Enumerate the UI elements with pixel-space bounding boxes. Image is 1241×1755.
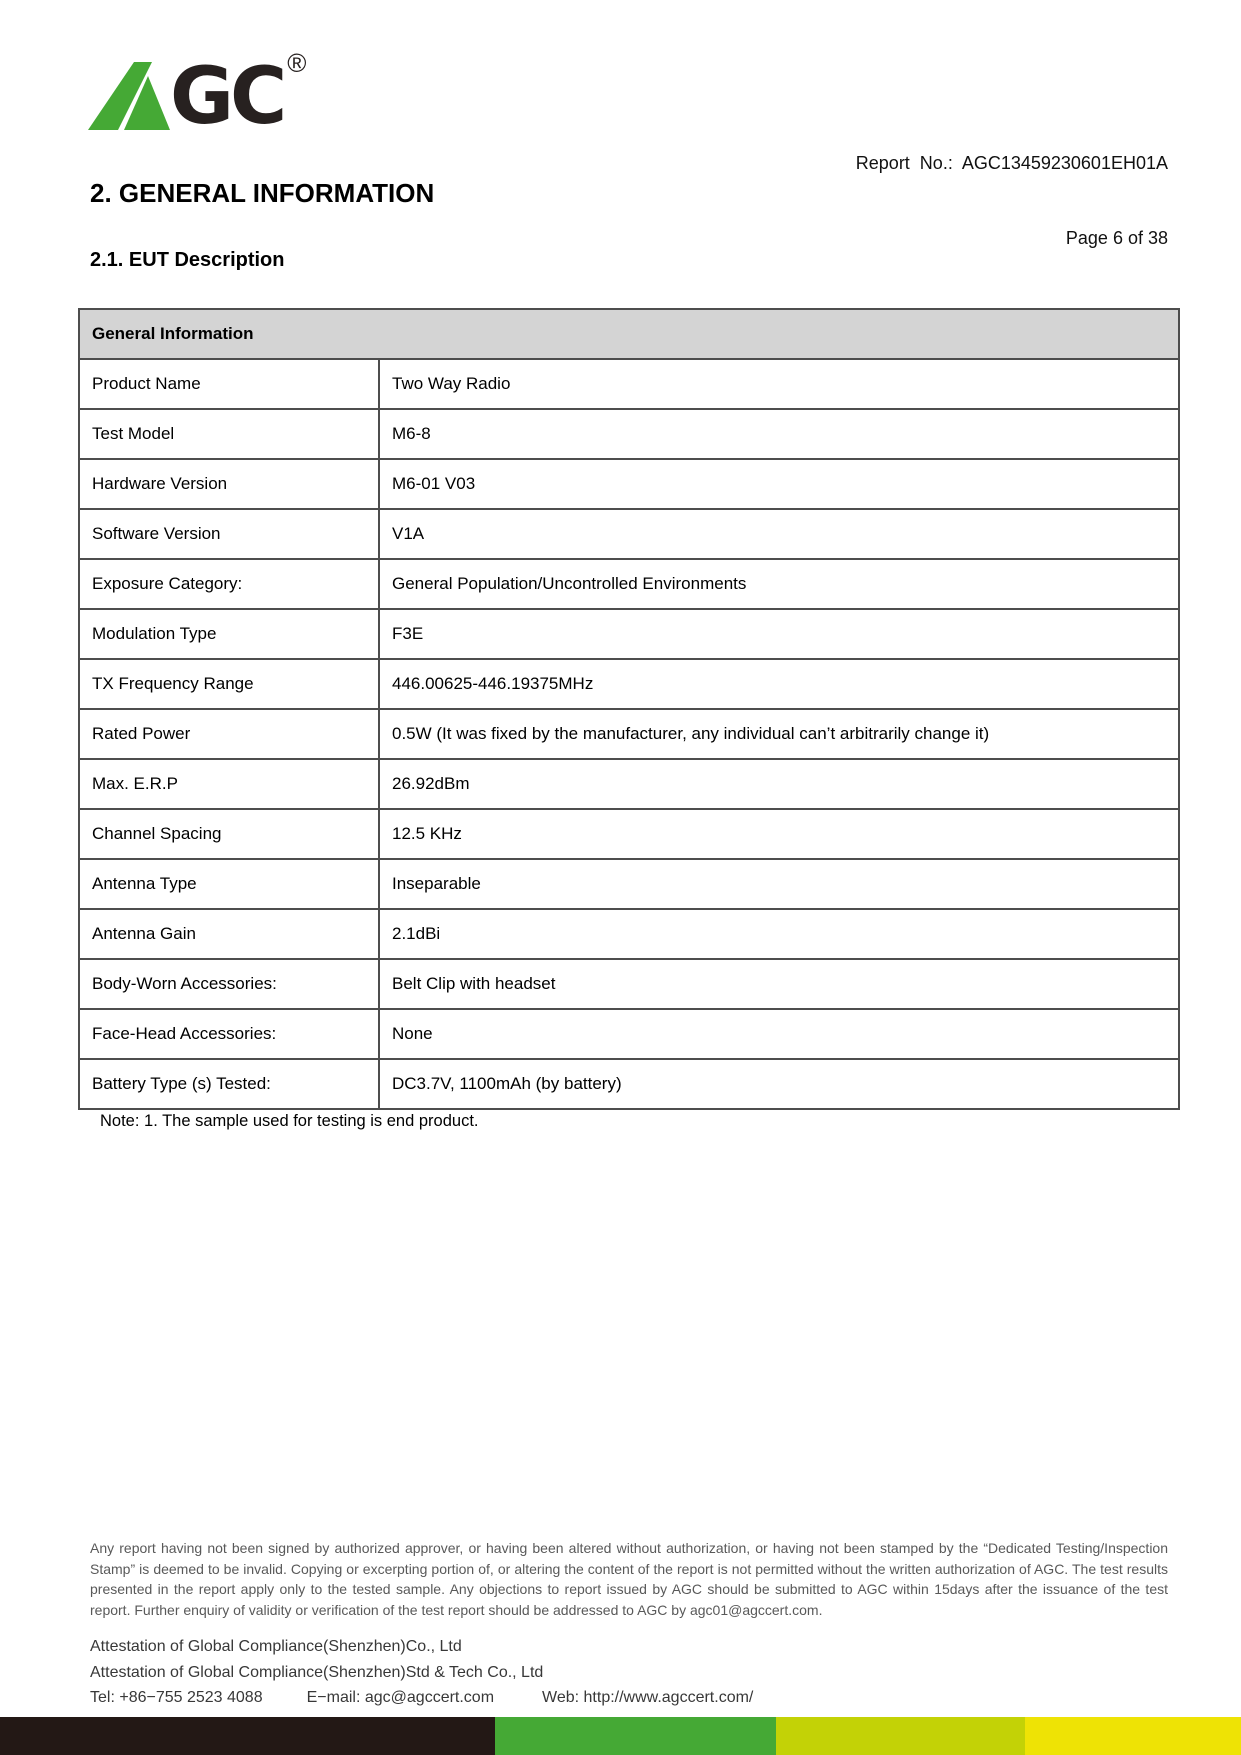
general-info-table-body — [79, 359, 1179, 1109]
table-row — [79, 809, 1179, 859]
row-label: Channel Spacing — [79, 809, 379, 859]
table-row — [79, 409, 1179, 459]
report-number: Report No.: AGC13459230601EH01A — [855, 153, 1168, 173]
table-row — [79, 859, 1179, 909]
row-label: Antenna Type — [79, 859, 379, 909]
table-row — [79, 559, 1179, 609]
contact-tel: Tel: +86−755 2523 4088 — [90, 1689, 263, 1706]
general-info-table — [78, 308, 1180, 1110]
color-bar-segment — [0, 1717, 495, 1755]
contact-email: E−mail: agc@agccert.com — [306, 1689, 495, 1706]
row-label: Antenna Gain — [79, 909, 379, 959]
row-label: Rated Power — [79, 709, 379, 759]
section-title: 2. GENERAL INFORMATION — [90, 178, 435, 208]
color-bar-segment — [776, 1717, 1025, 1755]
row-label: Face-Head Accessories: — [79, 1009, 379, 1059]
row-value: None — [379, 1009, 1179, 1059]
disclaimer-text: Any report having not been signed by authorized approver, or having been altered without authorization, or having not been stamped by the “Dedicated Testing/Inspection Stamp” is deemed to be invalid. Copying or excerpting portion of, or altering the content of the report is not permitted without the written authorization of AGC. The test results presented in the report apply only to the tested sample. Any objections to report issued by AGC should be submitted to AGC within 15days after the issuance of the test report. Further enquiry of validity or verification of the test report should be addressed to AGC by agc01@agccert.com. — [90, 1540, 1168, 1618]
row-value: 2.1dBi — [379, 909, 1179, 959]
company-name-1: Attestation of Global Compliance(Shenzhen)Co., Ltd — [90, 1638, 462, 1655]
row-value: Two Way Radio — [379, 359, 1179, 409]
table-row — [79, 509, 1179, 559]
table-row — [79, 959, 1179, 1009]
table-row — [79, 1059, 1179, 1109]
row-label: Exposure Category: — [79, 559, 379, 609]
color-bar-segment — [1025, 1717, 1241, 1755]
row-value: General Population/Uncontrolled Environments — [379, 559, 1179, 609]
row-label: Battery Type (s) Tested: — [79, 1059, 379, 1109]
table-header-row — [79, 309, 1179, 359]
agc-logo-a-icon — [88, 62, 170, 130]
row-label: Software Version — [79, 509, 379, 559]
row-label: Hardware Version — [79, 459, 379, 509]
row-value: M6-8 — [379, 409, 1179, 459]
agc-logo-text: GC — [170, 52, 284, 142]
table-row — [79, 609, 1179, 659]
row-value: 26.92dBm — [379, 759, 1179, 809]
row-value: M6-01 V03 — [379, 459, 1179, 509]
footer-color-bar — [0, 1717, 1241, 1755]
page-number: Page 6 of 38 — [1065, 228, 1168, 248]
table-row — [79, 709, 1179, 759]
table-row — [79, 459, 1179, 509]
row-value: Inseparable — [379, 859, 1179, 909]
row-label: Product Name — [79, 359, 379, 409]
report-header-block — [856, 101, 1168, 301]
table-note: Note: 1. The sample used for testing is end product. — [100, 1112, 479, 1130]
company-info-block — [90, 1634, 753, 1711]
row-label: Modulation Type — [79, 609, 379, 659]
table-row — [79, 909, 1179, 959]
table-header: General Information — [79, 309, 1179, 359]
contact-row — [90, 1685, 753, 1711]
row-value: V1A — [379, 509, 1179, 559]
table-row — [79, 1009, 1179, 1059]
table-row — [79, 659, 1179, 709]
color-bar-segment — [495, 1717, 776, 1755]
table-row — [79, 759, 1179, 809]
row-label: TX Frequency Range — [79, 659, 379, 709]
row-value: 12.5 KHz — [379, 809, 1179, 859]
company-name-2: Attestation of Global Compliance(Shenzhen)Std & Tech Co., Ltd — [90, 1663, 544, 1681]
registered-trademark-icon: ® — [287, 48, 307, 78]
row-label: Max. E.R.P — [79, 759, 379, 809]
row-value: 0.5W (It was fixed by the manufacturer, any individual can’t arbitrarily change it) — [379, 709, 1179, 759]
row-label: Test Model — [79, 409, 379, 459]
subsection-title: 2.1. EUT Description — [90, 249, 285, 271]
row-value: 446.00625-446.19375MHz — [379, 659, 1179, 709]
agc-logo — [88, 48, 307, 142]
table-row — [79, 359, 1179, 409]
row-label: Body-Worn Accessories: — [79, 959, 379, 1009]
row-value: DC3.7V, 1100mAh (by battery) — [379, 1059, 1179, 1109]
contact-web: Web: http://www.agccert.com/ — [542, 1689, 754, 1706]
row-value: F3E — [379, 609, 1179, 659]
row-value: Belt Clip with headset — [379, 959, 1179, 1009]
